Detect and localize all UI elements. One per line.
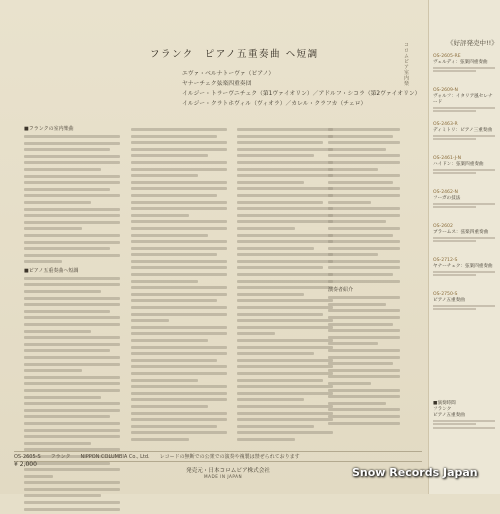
credit-violins: イルジー・トラーヴニチェク（第1ヴァイオリン）／アドルフ・シコラ（第2ヴァイオリン） — [182, 91, 421, 97]
page-title: フランク ピアノ五重奏曲 ヘ短調 — [150, 49, 319, 60]
sidebar-title: 《好評発売中!!》 — [447, 39, 498, 47]
label-vertical: コロムビア室内楽 — [403, 42, 409, 86]
credit-quartet: ヤナーチェク弦楽四重奏団 — [182, 81, 252, 87]
publisher: 発売元・日本コロムビア株式会社 — [186, 468, 270, 474]
sidebar-item: OS-2712-S ヤナーチェク：弦楽四重奏曲 — [433, 258, 495, 278]
section-heading: ■ピアノ五重奏曲ヘ短調 — [24, 267, 79, 274]
price: ¥ 2,000 — [14, 461, 37, 468]
sidebar-item: OS-2463-R ディミトリ：ピアノ三重奏曲 — [433, 122, 495, 142]
section-heading: 演奏者紹介 — [328, 287, 354, 294]
section-heading: ■フランクの室内楽曲 — [24, 126, 74, 132]
sidebar-item: OS-2609-N ヴォルフ：イタリア風セレナード — [433, 88, 495, 114]
sidebar-item: OS-2750-S ピアノ五重奏曲 — [433, 292, 495, 312]
label-info: NIPPON COLUMBIA Co., Ltd. — [80, 453, 150, 460]
catalog-bar — [14, 451, 422, 462]
sidebar-item: OS-2602 ブラームス：弦楽四重奏曲 — [433, 224, 495, 244]
sidebar-item: OS-2605-RE ヴェルディ：弦楽四重奏曲 — [433, 54, 495, 74]
made-in: MADE IN JAPAN — [204, 474, 243, 479]
watermark: Snow Records Japan — [352, 466, 478, 479]
sidebar-item: OS-2461-J-N ハイドン：弦楽四重奏曲 — [433, 156, 495, 176]
text-column-2 — [131, 128, 227, 445]
credit-viola-cello: イルジー・クラトホヴィル（ヴィオラ）／カレル・クラフカ（チェロ） — [182, 101, 367, 107]
copyright-notice: レコードの無断での公衆での演奏や複製は禁ぜられております — [159, 454, 300, 460]
sidebar-timing: ■演奏時間 フランク ピアノ五重奏曲 — [433, 400, 495, 430]
text-column-4 — [328, 128, 400, 428]
album-title: フランク — [50, 454, 71, 460]
credit-pianist: エヴァ・ベルナトーヴァ（ピアノ） — [182, 71, 275, 77]
text-column-3 — [237, 128, 333, 445]
sidebar-catalog — [428, 0, 500, 494]
catalog-number: OS-2605-S — [14, 453, 41, 460]
sidebar-item: OS-2462-N フーガの技法 — [433, 190, 495, 210]
